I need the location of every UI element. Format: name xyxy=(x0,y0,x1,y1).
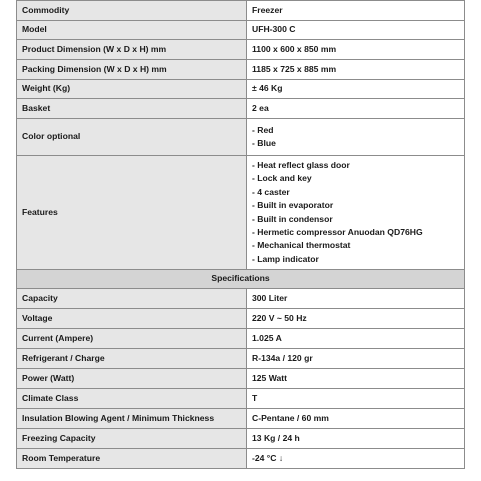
list-item: - Built in condensor xyxy=(252,213,333,224)
row-value-packing-dimension: 1185 x 725 x 885 mm xyxy=(247,60,465,80)
row-value-basket: 2 ea xyxy=(247,99,465,119)
table-row xyxy=(17,21,465,40)
table-row xyxy=(17,60,465,80)
row-label-voltage: Voltage xyxy=(17,309,247,329)
features-list xyxy=(252,159,459,266)
row-value-climate-class: T xyxy=(247,389,465,409)
table-row xyxy=(17,309,465,329)
list-item: - Lamp indicator xyxy=(252,253,319,264)
table-row xyxy=(17,80,465,99)
row-label-color: Color optional xyxy=(17,119,247,156)
row-value-model: UFH-300 C xyxy=(247,21,465,40)
row-value-refrigerant: R-134a / 120 gr xyxy=(247,349,465,369)
row-label-insulation: Insulation Blowing Agent / Minimum Thickness xyxy=(17,409,247,429)
list-item: - Lock and key xyxy=(252,173,312,184)
list-item: - Mechanical thermostat xyxy=(252,240,351,251)
table-row xyxy=(17,289,465,309)
row-label-capacity: Capacity xyxy=(17,289,247,309)
table-row xyxy=(17,329,465,349)
row-label-room-temperature: Room Temperature xyxy=(17,449,247,469)
table-row xyxy=(17,156,465,270)
row-label-features: Features xyxy=(17,156,247,270)
row-value-capacity: 300 Liter xyxy=(247,289,465,309)
table-row xyxy=(17,1,465,21)
table-row xyxy=(17,369,465,389)
row-value-power: 125 Watt xyxy=(247,369,465,389)
row-value-room-temperature: -24 °C ↓ xyxy=(247,449,465,469)
table-row xyxy=(17,349,465,369)
table-row xyxy=(17,40,465,60)
row-value-weight: ± 46 Kg xyxy=(247,80,465,99)
row-label-freezing-capacity: Freezing Capacity xyxy=(17,429,247,449)
row-label-commodity: Commodity xyxy=(17,1,247,21)
table-row xyxy=(17,449,465,469)
row-value-features xyxy=(247,156,465,270)
list-item: - 4 caster xyxy=(252,186,290,197)
list-item: - Red xyxy=(252,124,274,135)
specifications-heading: Specifications xyxy=(17,270,465,289)
table-row xyxy=(17,119,465,156)
row-value-color xyxy=(247,119,465,156)
row-value-commodity: Freezer xyxy=(247,1,465,21)
list-item: - Heat reflect glass door xyxy=(252,159,350,170)
row-value-freezing-capacity: 13 Kg / 24 h xyxy=(247,429,465,449)
list-item: - Blue xyxy=(252,138,276,148)
list-item: - Built in evaporator xyxy=(252,200,334,211)
row-label-model: Model xyxy=(17,21,247,40)
table-row xyxy=(17,99,465,119)
row-label-power: Power (Watt) xyxy=(17,369,247,389)
row-label-current: Current (Ampere) xyxy=(17,329,247,349)
row-label-climate-class: Climate Class xyxy=(17,389,247,409)
table-row xyxy=(17,429,465,449)
row-label-weight: Weight (Kg) xyxy=(17,80,247,99)
list-item: - Hermetic compressor Anuodan QD76HG xyxy=(252,226,423,237)
row-label-refrigerant: Refrigerant / Charge xyxy=(17,349,247,369)
table-row xyxy=(17,409,465,429)
row-label-product-dimension: Product Dimension (W x D x H) mm xyxy=(17,40,247,60)
specifications-heading-row xyxy=(17,270,465,289)
row-value-insulation: C-Pentane / 60 mm xyxy=(247,409,465,429)
row-label-packing-dimension: Packing Dimension (W x D x H) mm xyxy=(17,60,247,80)
row-value-product-dimension: 1100 x 600 x 850 mm xyxy=(247,40,465,60)
row-value-current: 1.025 A xyxy=(247,329,465,349)
spec-table xyxy=(16,0,465,469)
color-list xyxy=(252,124,459,151)
row-value-voltage: 220 V ~ 50 Hz xyxy=(247,309,465,329)
table-row xyxy=(17,389,465,409)
row-label-basket: Basket xyxy=(17,99,247,119)
